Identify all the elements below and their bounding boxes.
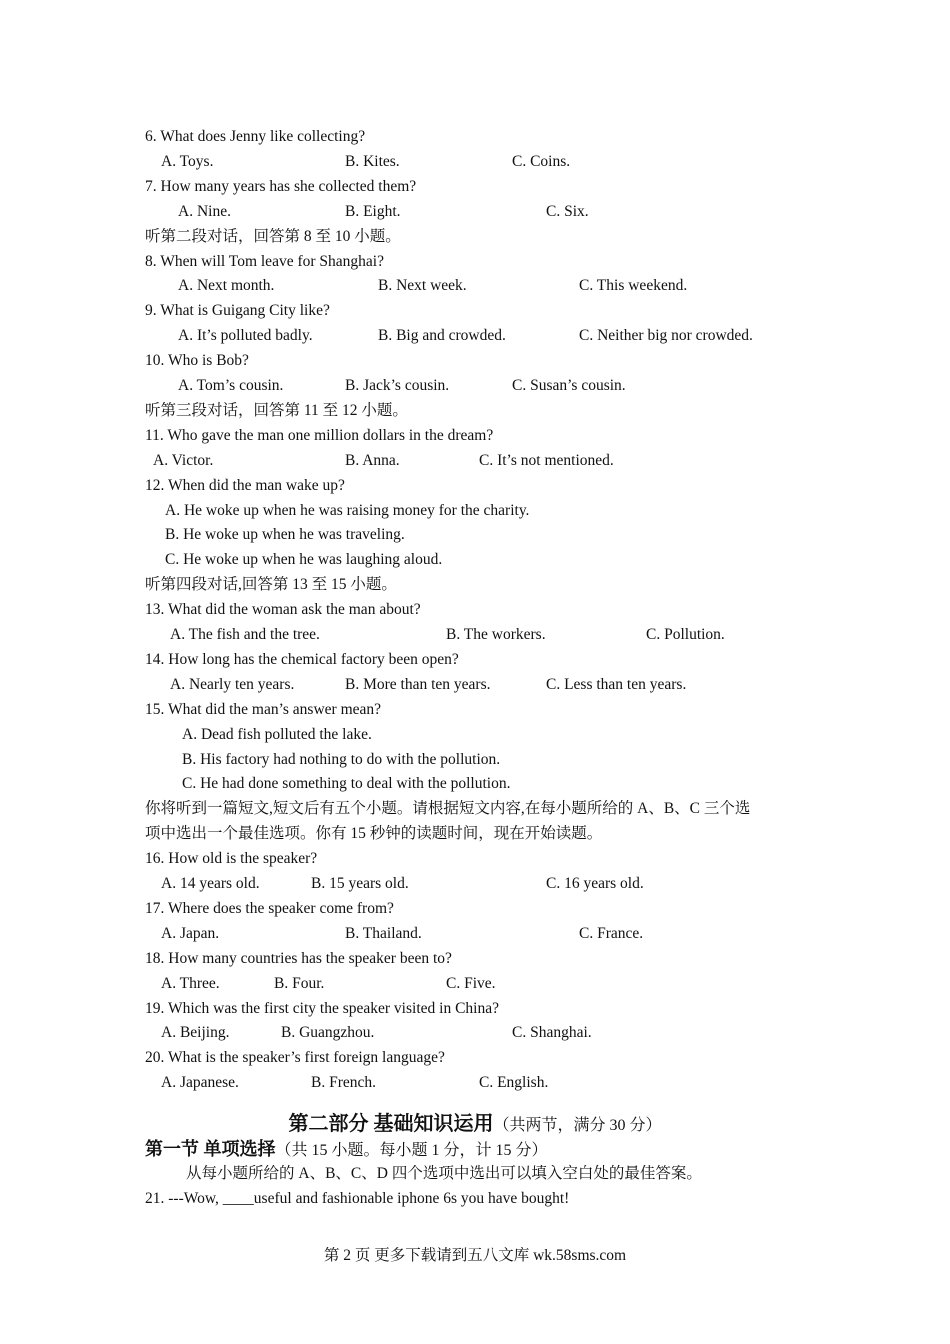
- option-c: C. 16 years old.: [546, 875, 644, 892]
- question: 20. What is the speaker’s first foreign language?: [145, 1049, 445, 1067]
- option-c: C. Susan’s cousin.: [512, 377, 626, 394]
- option-c: C. France.: [579, 924, 644, 942]
- option-b: B. Four.: [274, 974, 325, 992]
- option-c: C. It’s not mentioned.: [479, 451, 614, 469]
- option-line: B. His factory had nothing to do with the pollution.: [182, 750, 501, 768]
- question: 8. When will Tom leave for Shanghai?: [145, 252, 384, 270]
- listening-instruction: 听第三段对话，回答第 11 至 12 小题。: [145, 401, 408, 419]
- option-a: A. Beijing.: [161, 1024, 230, 1042]
- option-a: A. Japanese.: [161, 1074, 239, 1092]
- option-c: C. English.: [479, 1074, 549, 1092]
- option-c: C. Less than ten years.: [546, 675, 687, 693]
- question: 11. Who gave the man one million dollars in the dream?: [145, 426, 494, 444]
- option-line: A. Dead fish polluted the lake.: [182, 725, 372, 743]
- option-b: B. Big and crowded.: [378, 327, 506, 345]
- option-b: B. Kites.: [345, 152, 400, 170]
- section-one-instruction: 从每小题所给的 A、B、C、D 四个选项中选出可以填入空白处的最佳答案。: [186, 1165, 702, 1182]
- part-two-note: （共两节，满分 30 分）: [493, 1117, 662, 1134]
- option-a: A. The fish and the tree.: [170, 626, 320, 643]
- option-b: B. Guangzhou.: [281, 1024, 375, 1042]
- question: 9. What is Guigang City like?: [145, 302, 330, 320]
- option-line: A. He woke up when he was raising money for the charity.: [165, 501, 530, 519]
- option-c: C. Shanghai.: [512, 1024, 592, 1042]
- part-two-heading: 第二部分 基础知识运用: [288, 1113, 494, 1135]
- section-one-note: （共 15 小题。每小题 1 分，计 15 分）: [275, 1142, 548, 1159]
- section-one-heading: 第一节 单项选择: [145, 1139, 276, 1159]
- option-a: A. Tom’s cousin.: [178, 377, 284, 394]
- option-a: A. Nearly ten years.: [170, 675, 295, 693]
- part-two-title: [0, 1111, 950, 1139]
- option-a: A. It’s polluted badly.: [178, 327, 313, 345]
- option-c: C. Pollution.: [646, 626, 725, 643]
- question: 14. How long has the chemical factory been open?: [145, 650, 459, 668]
- option-c: C. Neither big nor crowded.: [579, 327, 753, 345]
- option-a: A. Next month.: [178, 277, 275, 295]
- option-b: B. The workers.: [446, 626, 546, 643]
- option-b: B. Anna.: [345, 451, 400, 469]
- option-b: B. Jack’s cousin.: [345, 377, 450, 394]
- listening-instruction: 听第二段对话，回答第 8 至 10 小题。: [145, 227, 401, 245]
- option-c: C. Coins.: [512, 152, 571, 170]
- section-one-title: [145, 1138, 548, 1162]
- option-a: A. Nine.: [178, 202, 231, 220]
- option-b: B. Eight.: [345, 202, 401, 220]
- question: 7. How many years has she collected them?: [145, 177, 417, 195]
- question: 19. Which was the first city the speaker visited in China?: [145, 999, 499, 1017]
- option-b: B. French.: [311, 1074, 377, 1092]
- page-footer: 第 2 页 更多下载请到五八文库 wk.58sms.com: [323, 1247, 627, 1264]
- listening-instruction: 听第四段对话,回答第 13 至 15 小题。: [145, 576, 397, 594]
- option-a: A. 14 years old.: [161, 875, 260, 892]
- option-line: C. He had done something to deal with the pollution.: [182, 775, 511, 793]
- option-a: A. Victor.: [153, 451, 214, 469]
- option-b: B. Next week.: [378, 277, 467, 295]
- question: 16. How old is the speaker?: [145, 850, 318, 868]
- question: 6. What does Jenny like collecting?: [145, 128, 366, 145]
- option-line: B. He woke up when he was traveling.: [165, 526, 405, 544]
- option-c: C. Five.: [446, 974, 496, 992]
- question: 13. What did the woman ask the man about?: [145, 601, 421, 619]
- question: 18. How many countries has the speaker been to?: [145, 949, 452, 967]
- option-b: B. Thailand.: [345, 924, 422, 942]
- option-b: B. More than ten years.: [345, 675, 491, 693]
- listening-instruction: 项中选出一个最佳选项。你有 15 秒钟的读题时间，现在开始读题。: [145, 825, 603, 843]
- option-b: B. 15 years old.: [311, 875, 409, 892]
- question: 15. What did the man’s answer mean?: [145, 700, 382, 718]
- listening-instruction: 你将听到一篇短文,短文后有五个小题。请根据短文内容,在每小题所给的 A、B、C 三个选: [145, 800, 751, 818]
- option-a: A. Japan.: [161, 924, 220, 942]
- option-c: C. Six.: [546, 202, 589, 220]
- option-line: C. He woke up when he was laughing aloud.: [165, 551, 443, 569]
- question: 17. Where does the speaker come from?: [145, 899, 394, 917]
- option-a: A. Toys.: [161, 152, 214, 170]
- question: 12. When did the man wake up?: [145, 476, 345, 494]
- option-c: C. This weekend.: [579, 277, 688, 295]
- option-a: A. Three.: [161, 974, 220, 992]
- question-21: 21. ---Wow, ____useful and fashionable iphone 6s you have bought!: [145, 1190, 570, 1207]
- question: 10. Who is Bob?: [145, 352, 249, 370]
